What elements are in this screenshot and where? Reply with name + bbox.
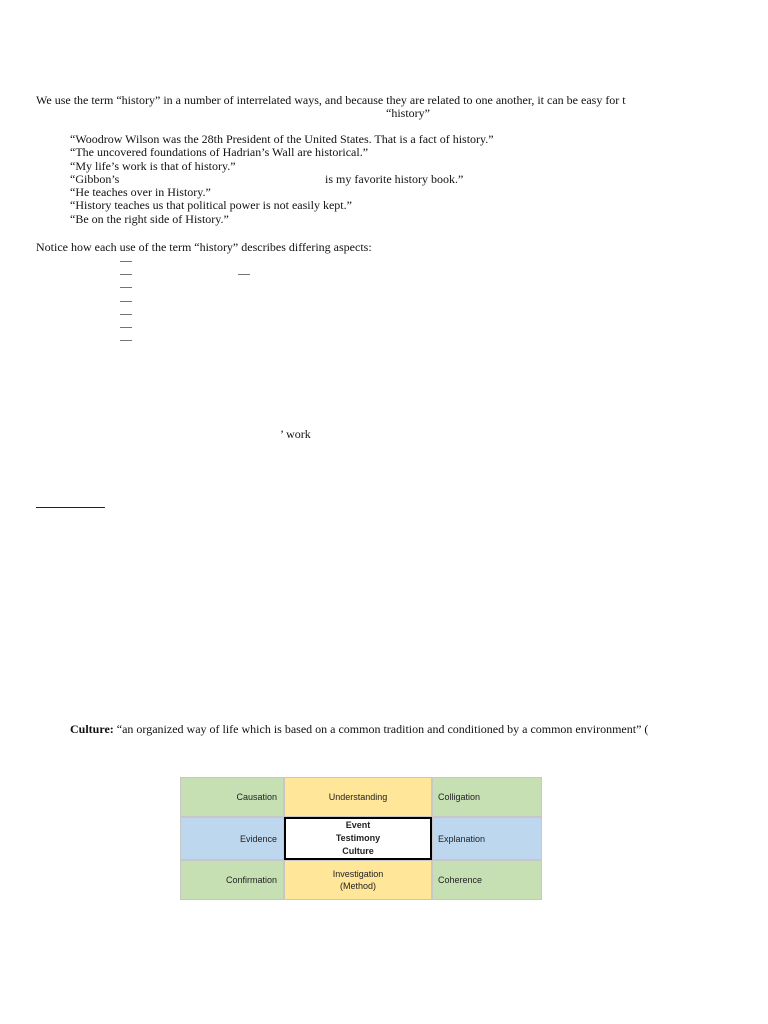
notice-line: Notice how each use of the term “history” describes differing aspects: bbox=[36, 240, 372, 254]
quote-text: “Gibbon’s bbox=[70, 171, 120, 186]
quote-item bbox=[70, 186, 494, 199]
quote-text: “He teaches over in History.” bbox=[70, 185, 211, 200]
quote-text: “Woodrow Wilson was the 28th President of the United States. That is a fact of history.” bbox=[70, 132, 494, 146]
quote-text: “Be on the right side of History.” bbox=[70, 211, 229, 226]
grid-cell-label: Evidence bbox=[239, 833, 277, 844]
dash-item bbox=[120, 333, 132, 346]
dash-mark: — bbox=[120, 292, 132, 307]
quote-text: “My life’s work is that of history.” bbox=[70, 158, 236, 173]
grid-center-testimony: Testimony bbox=[335, 833, 381, 843]
grid-cell-understanding bbox=[284, 777, 432, 817]
dash-mark: — bbox=[120, 266, 132, 281]
grid-cell-label: Confirmation bbox=[225, 875, 277, 885]
culture-definition-text: “an organized way of life which is based on a common tradition and conditioned by a common environment” ( bbox=[113, 722, 649, 736]
culture-label: Culture: bbox=[70, 722, 114, 736]
quote-text: “History teaches us that political power is not easily kept.” bbox=[70, 198, 352, 213]
footnote-divider bbox=[36, 507, 105, 508]
grid-cell-label: Coherence bbox=[438, 875, 483, 885]
dash-mark: — bbox=[120, 332, 132, 347]
grid-center-culture: Culture bbox=[342, 846, 374, 856]
intro-line: We use the term “history” in a number of interrelated ways, and because they are related to one another, it can be easy for t bbox=[36, 93, 626, 107]
quote-text-continued: is my favorite history book.” bbox=[325, 171, 464, 186]
grid-cell-evidence bbox=[180, 817, 284, 860]
dash-mark: — bbox=[120, 279, 132, 294]
work-fragment: ’ work bbox=[280, 427, 311, 441]
grid-cell-causation bbox=[180, 777, 284, 817]
grid-cell-label: Colligation bbox=[438, 792, 481, 802]
grid-cell-label-sub: (Method) bbox=[339, 881, 376, 891]
quote-text: “The uncovered foundations of Hadrian’s Wall are historical.” bbox=[70, 145, 369, 160]
dash-mark: — bbox=[120, 318, 132, 333]
history-concept-grid bbox=[180, 777, 542, 900]
culture-definition bbox=[70, 723, 648, 736]
grid-cell-label: Explanation bbox=[438, 833, 486, 844]
grid-cell-label: Understanding bbox=[328, 792, 388, 802]
grid-cell-investigation bbox=[284, 860, 432, 900]
grid-center-event: Event bbox=[345, 820, 371, 830]
dash-mark: — bbox=[120, 305, 132, 320]
grid-cell-label: Causation bbox=[236, 792, 277, 802]
dash-mark-secondary: — bbox=[238, 266, 250, 281]
aspects-dash-list bbox=[120, 253, 250, 347]
grid-cell-explanation bbox=[432, 817, 542, 860]
quote-item bbox=[70, 199, 494, 212]
grid-cell-label: Investigation bbox=[332, 869, 384, 879]
intro-history-term: “history” bbox=[386, 106, 430, 120]
quote-item bbox=[70, 173, 494, 186]
dash-mark: — bbox=[120, 253, 132, 267]
quote-item bbox=[70, 213, 494, 226]
grid-cell-center bbox=[284, 817, 432, 860]
grid-cell-colligation bbox=[432, 777, 542, 817]
quote-item bbox=[70, 133, 494, 146]
history-quotes-list bbox=[70, 133, 494, 226]
grid-cell-coherence bbox=[432, 860, 542, 900]
quote-item bbox=[70, 160, 494, 173]
quote-item bbox=[70, 146, 494, 159]
grid-cell-confirmation bbox=[180, 860, 284, 900]
